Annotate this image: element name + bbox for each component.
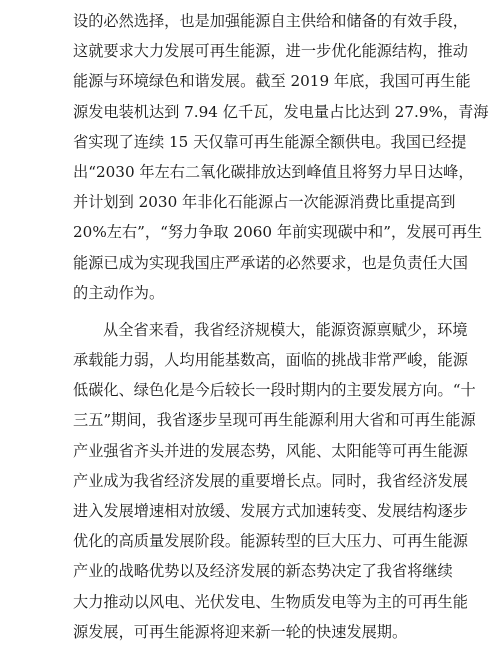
paragraph-1: [0, 6, 500, 308]
text-line: 产业强省齐头并进的发展态势，风能、太阳能等可再生能源: [73, 441, 468, 460]
text-line: 产业的战略优势以及经济发展的新态势决定了我省将继续: [73, 562, 453, 581]
paragraph-2: [0, 315, 500, 647]
text-line: 进入发展增速相对放缓、发展方式加速转变、发展结构逐步: [73, 502, 468, 520]
text-line: 产业成为我省经济发展的重要增长点。同时，我省经济发展: [73, 471, 468, 490]
text-line: 设的必然选择，也是加强能源自主供给和储备的有效手段，: [73, 12, 468, 30]
text-line: 从全省来看，我省经济规模大，能源资源禀赋少，环境: [103, 320, 468, 339]
text-line: 20%左右”，“努力争取 2060 年前实现碳中和”，发展可再生: [73, 223, 483, 242]
text-line: 能源已成为实现我国庄严承诺的必然要求，也是负责任大国: [73, 253, 468, 272]
text-line: 这就要求大力发展可再生能源，进一步优化能源结构，推动: [73, 42, 468, 61]
text-line: 三五”期间，我省逐步呈现可再生能源利用大省和可再生能源: [73, 411, 476, 430]
text-line: 的主动作为。: [73, 283, 165, 302]
text-line: 并计划到 2030 年非化石能源占一次能源消费比重提高到: [73, 193, 456, 212]
text-line: 源发电装机达到 7.94 亿千瓦，发电量占比达到 27.9%，青海: [73, 102, 489, 121]
text-line: 源发展，可再生能源将迎来新一轮的快速发展期。: [73, 622, 408, 641]
paragraph-gap: [0, 308, 500, 315]
text-line: 出“2030 年左右二氧化碳排放达到峰值且将努力早日达峰，: [73, 162, 474, 181]
text-line: 低碳化、绿色化是今后较长一段时期内的主要发展方向。“十: [73, 381, 476, 400]
text-line: 省实现了连续 15 天仅靠可再生能源全额供电。我国已经提: [73, 132, 467, 151]
text-line: 大力推动以风电、光伏发电、生物质发电等为主的可再生能: [73, 592, 468, 611]
text-line: 优化的高质量发展阶段。能源转型的巨大压力、可再生能源: [73, 532, 468, 551]
text-line: 能源与环境绿色和谐发展。截至 2019 年底，我国可再生能: [73, 72, 471, 91]
text-line: 承载能力弱，人均用能基数高，面临的挑战非常严峻，能源: [73, 351, 468, 370]
